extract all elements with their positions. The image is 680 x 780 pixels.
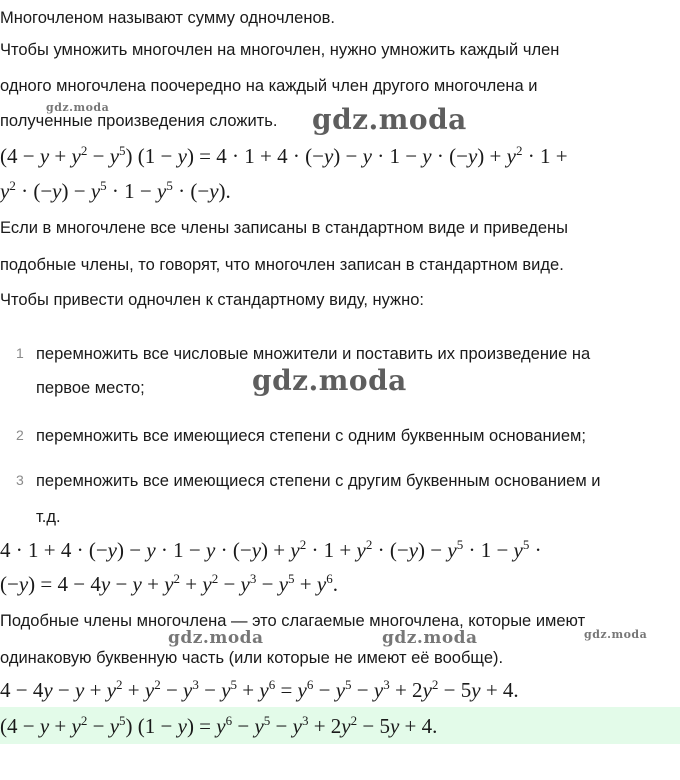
list-item-text: первое место; [36,379,145,397]
paragraph-standard-form-2: подобные члены, то говорят, что многочлен записан в стандартном виде. [0,256,564,274]
list-item-number: 2 [16,427,24,443]
paragraph-multiplication-rule-1: Чтобы умножить многочлен на многочлен, нужно умножить каждый член [0,41,560,59]
watermark: gdz.moda [168,628,264,648]
paragraph-like-terms-1: Подобные члены многочлена — это слагаемые многочлена, которые имеют [0,612,586,630]
watermark: gdz.moda [46,101,110,114]
watermark: gdz.moda [382,628,478,648]
watermark: gdz.moda [252,364,407,397]
paragraph-standard-form-1: Если в многочлене все члены записаны в стандартном виде и приведены [0,219,568,237]
math-expansion-line-2: $y^2 \cdot (-y) - y^5 \cdot 1 - y^5 \cdot (-y)$. [0,178,231,203]
math-expansion-line-1: $(4 - y + y^2 - y^5)$ $(1 - y) = 4 \cdot 1 + 4 \cdot (-y) - y \cdot 1 - y \cdot (-y) + y^2 \cdot 1$ + [0,143,568,168]
watermark: gdz.moda [584,628,648,641]
paragraph-monomial-rule: Чтобы привести одночлен к стандартному виду, нужно: [0,291,424,309]
paragraph-polynomial-definition: Многочленом называют сумму одночленов. [0,9,335,27]
paragraph-multiplication-rule-3: полученные произведения сложить. [0,112,278,130]
math-collect-line-2: $(-y) = 4 - 4y - y + y^2 + y^2 - y^3 - y^5 + y^6$. [0,571,338,596]
list-item-text: перемножить все имеющиеся степени с другим буквенным основанием и [36,472,601,490]
list-item-number: 1 [16,345,24,361]
list-item-text: перемножить все имеющиеся степени с одним буквенным основанием; [36,427,586,445]
math-collect-line-1: $4 \cdot 1 + 4 \cdot (-y) - y \cdot 1 - y \cdot (-y) + y^2 \cdot 1 + y^2 \cdot (-y) - y^5 \cdot 1 - y^5$ · [0,537,542,562]
list-item-text: перемножить все числовые множители и поставить их произведение на [36,345,591,363]
math-final-answer: $(4 - y + y^2 - y^5)$ $(1 - y) = y^6 - y^5 - y^3 + 2y^2 - 5y + 4$. [0,713,438,738]
watermark: gdz.moda [312,103,467,136]
paragraph-multiplication-rule-2: одного многочлена поочередно на каждый член другого многочлена и [0,77,538,95]
list-item-number: 3 [16,472,24,488]
math-simplify-line: $4 - 4y - y + y^2 + y^2 - y^3 - y^5 + y^6 = y^6 - y^5 - y^3 + 2y^2 - 5y + 4$. [0,677,519,702]
paragraph-like-terms-2: одинаковую буквенную часть (или которые не имеют её вообще). [0,649,504,667]
list-item-text: т.д. [36,508,61,526]
